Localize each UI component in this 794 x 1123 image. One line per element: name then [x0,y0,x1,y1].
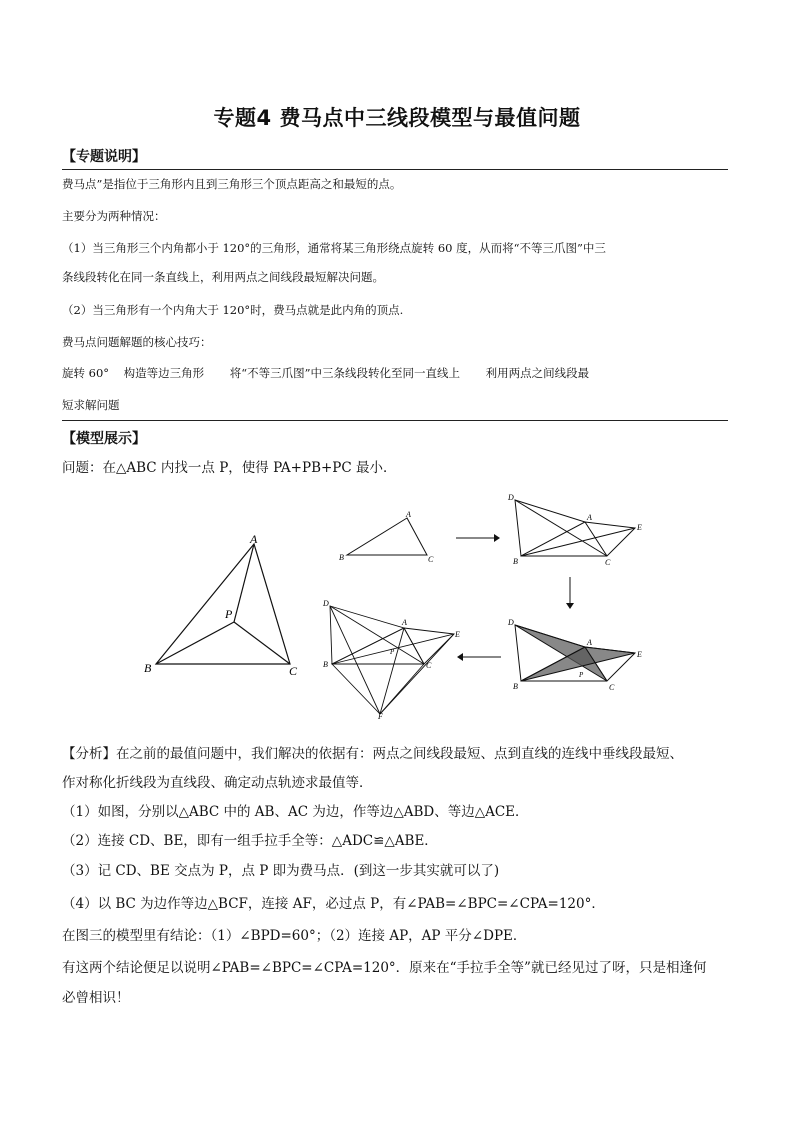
label-B: B [339,553,344,562]
analysis-line-9: 必曾相识！ [62,990,130,1006]
arrow-right-icon [452,532,502,544]
description-line-4: 条线段转化在同一条直线上，利用两点之间线段最短解决问题。 [62,270,384,284]
description-line-3: （1）当三角形三个内角都小于 120°的三角形，通常将某三角形绕点旋转 60 度，从而将“不等三爪图”中三 [62,241,606,255]
label-B: B [513,557,518,566]
label-E: E [637,523,642,532]
section-heading-description: 【专题说明】 [62,149,146,165]
label-A: A [250,532,258,546]
label-E: E [455,630,460,639]
description-line-5: （2）当三角形有一个内角大于 120°时，费马点就是此内角的顶点. [62,303,404,317]
analysis-line-3: （1）如图，分别以△ABC 中的 AB、AC 为边，作等边△ABD、等边△ACE． [62,804,529,820]
label-C: C [426,661,432,670]
label-A: A [587,638,592,647]
page-title: 专题4 费马点中三线段模型与最值问题 [213,106,581,130]
divider-top [62,169,728,170]
label-D: D [323,599,329,608]
label-P: P [579,671,584,679]
problem-statement: 问题：在△ABC 内找一点 P，使得 PA+PB+PC 最小． [62,460,397,476]
figure-full-construction [318,596,466,720]
label-D: D [508,493,514,502]
analysis-line-4: （2）连接 CD、BE，即有一组手拉手全等：△ADC≌△ABE． [62,833,438,849]
analysis-line-8: 有这两个结论便足以说明∠PAB=∠BPC=∠CPA=120°．原来在“手拉手全等”就已经见过了呀，只是相逢何 [62,960,707,976]
figure-shaded-congruent [505,615,655,695]
label-P: P [390,648,395,656]
figure-equilateral-construct [505,490,655,570]
figure-triangle-fermat [140,530,310,680]
label-A: A [406,510,411,519]
label-A: A [402,618,407,627]
label-C: C [609,683,615,692]
label-C: C [428,555,434,563]
label-B: B [323,660,328,669]
analysis-line-1: 【分析】在之前的最值问题中，我们解决的依据有：两点之间线段最短、点到直线的连线中垂线段最短、 [62,746,683,762]
analysis-line-6: （4）以 BC 为边作等边△BCF，连接 AF，必过点 P，有∠PAB=∠BPC=∠CPA=120°． [62,896,605,912]
description-line-1: 费马点”是指位于三角形内且到三角形三个顶点距高之和最短的点。 [62,177,402,191]
label-P: P [225,607,233,621]
label-F: F [378,712,383,720]
figure-small-triangle [335,508,445,563]
description-line-7: 旋转 60° 构造等边三角形 将“不等三爪图”中三条线段转化至同一直线上 利用两点之间线段最 [62,366,590,380]
section-heading-model: 【模型展示】 [62,431,146,447]
analysis-line-7: 在图三的模型里有结论：（1）∠BPD=60°；（2）连接 AP，AP 平分∠DPE． [62,928,527,944]
analysis-line-2: 作对称化折线段为直线段、确定动点轨迹求最值等． [62,775,373,791]
divider-bottom [62,420,728,421]
description-line-2: 主要分为两种情况： [62,209,166,223]
label-D: D [508,618,514,627]
arrow-down-icon [563,575,577,611]
label-B: B [513,682,518,691]
description-line-8: 短求解问题 [62,398,120,412]
label-B: B [144,661,152,675]
analysis-line-5: （3）记 CD、BE 交点为 P，点 P 即为费马点．(到这一步其实就可以了) [62,863,500,879]
label-E: E [637,650,642,659]
label-A: A [587,513,592,522]
label-C: C [605,558,611,567]
description-line-6: 费马点问题解题的核心技巧： [62,335,212,349]
label-C: C [289,664,298,678]
